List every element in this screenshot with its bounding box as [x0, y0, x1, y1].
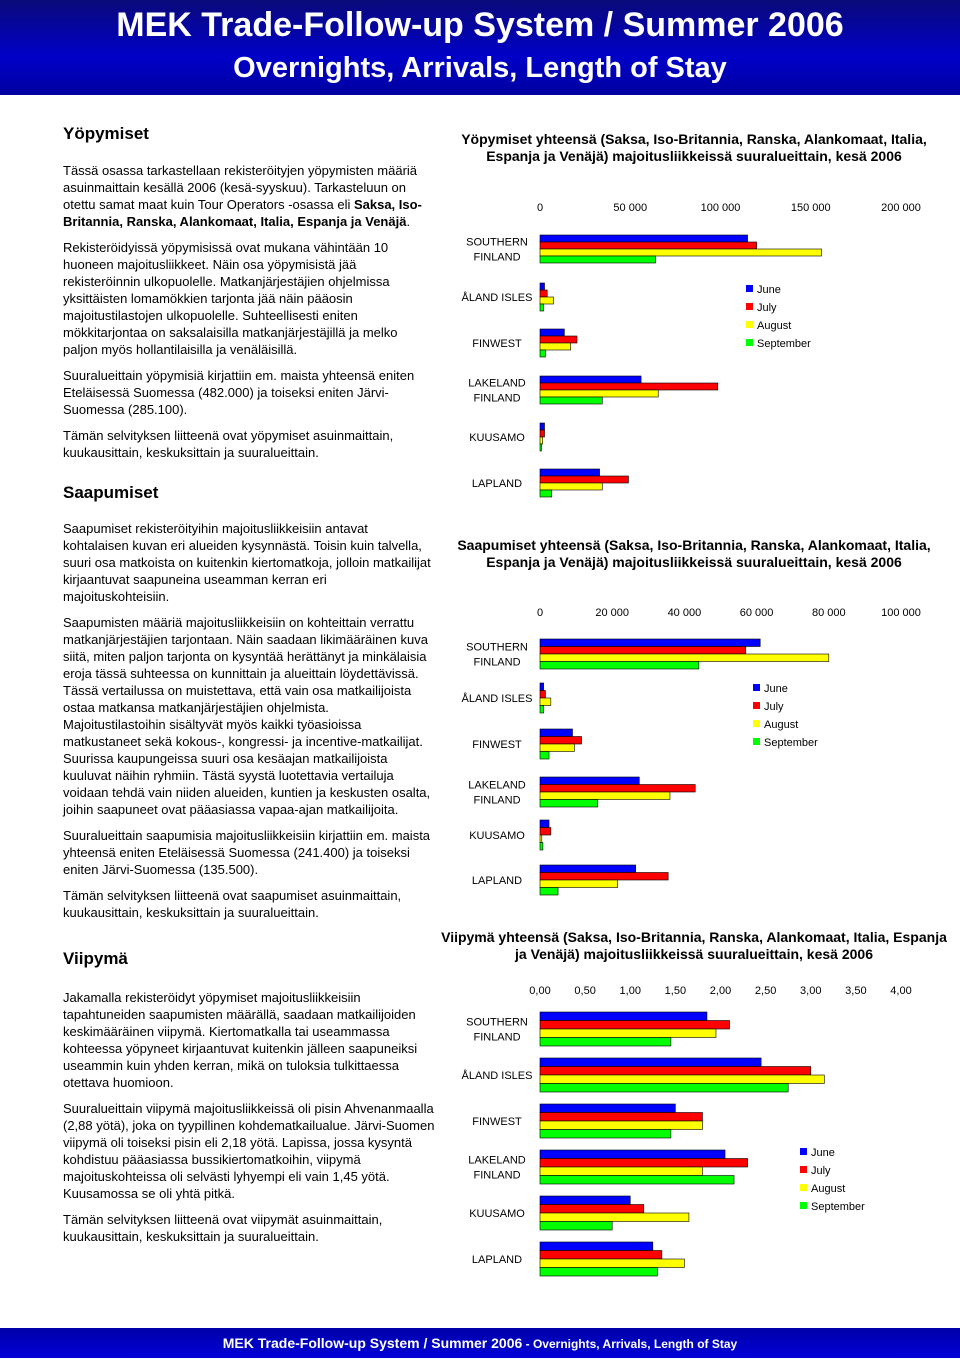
bar-september: [540, 662, 699, 670]
section-yopymiset: [63, 125, 435, 470]
paragraph: Suuralueittain viipymä majoitusliikkeissä oli pisin Ahvenanmaalla (2,88 yötä), joka on tyypillinen kohdematkailualue. Järvi-Suomen viipymä oli toiseksi pisin eli 2,18 yötä. Lapissa, jossa kysyntä kohdistuu pääasiassa bussikiertomatkoihin, viipymä majoituskohteissa oli selvästi lyhyempi eli vain 1,45 yötä. Kuusamossa se oli yhtä pitkä.: [63, 1101, 435, 1201]
footer-subtitle: - Overnights, Arrivals, Length of Stay: [522, 1337, 738, 1351]
chart-viipyma: [455, 978, 935, 1268]
bar-june: [540, 423, 545, 430]
legend-swatch: [746, 303, 753, 310]
bar-june: [540, 1150, 725, 1159]
bar-june: [540, 777, 639, 785]
paragraph: [63, 162, 435, 230]
paragraph: Saapumiset rekisteröityihin majoitusliikkeisiin antavat kohtalaisen kuvan eri alueiden kysynnästä. Toisin kuin talvella, suuri osa matkoista on kuitenkin kiertomatkoja, jolloin matkailijat kirjaantuvat saapuneina useamman kerran eri majoituskohteisiin.: [63, 521, 431, 604]
bar-august: [540, 744, 574, 752]
category-label: ÅLAND ISLES: [461, 292, 533, 304]
bar-june: [540, 283, 545, 290]
category-label: LAKELAND: [468, 1154, 526, 1167]
bar-june: [540, 1012, 707, 1021]
tick-label: 150 000: [790, 202, 831, 214]
legend-swatch: [746, 321, 753, 328]
bar-september: [540, 256, 656, 263]
tick-label: 40 000: [667, 607, 702, 619]
legend-label: September: [757, 338, 811, 350]
bar-july: [540, 785, 695, 793]
category-label: LAPLAND: [471, 875, 523, 887]
section-heading: Viipymä: [63, 949, 128, 968]
category-label: ÅLAND ISLES: [461, 1070, 533, 1082]
bar-august: [540, 1029, 716, 1038]
bar-august: [540, 1167, 702, 1176]
legend-swatch: [753, 720, 760, 727]
bar-august: [540, 1075, 824, 1084]
bar-august: [540, 1259, 684, 1268]
category-label: FINLAND: [473, 794, 521, 807]
tick-label: 2,00: [709, 985, 732, 997]
legend-swatch: [800, 1202, 807, 1209]
bar-july: [540, 1159, 748, 1168]
bar-september: [540, 706, 544, 714]
bar-september: [540, 350, 545, 357]
bar-july: [540, 737, 582, 745]
legend-label: July: [764, 701, 784, 713]
section-saapumiset: [63, 484, 435, 930]
section-heading: Saapumiset: [63, 483, 159, 502]
legend-label: August: [757, 320, 792, 332]
bar-june: [540, 1242, 653, 1251]
bar-august: [540, 880, 618, 888]
paragraph: Tämän selvityksen liitteenä ovat saapumiset asuinmaittain, kuukausittain, keskuksittain ja suuralueittain.: [63, 888, 402, 920]
tick-label: 20 000: [595, 607, 630, 619]
paragraph: Rekisteröidyissä yöpymisissä ovat mukana vähintään 10 huoneen majoitusliikkeet. Näin osa yöpymisistä jää rekisteröinnin ulkopuolelle. Matkanjärjestäjien ohjelmissa yksittäisten lomamökkien tarjonta jää näin pääosin majoitustilastojen ulkopuolelle. Suhteellisesti eniten mökkitarjontaa on saksalaisilla matkanjärjestäjillä ja melko paljon myös hollantilaisilla ja venäläisillä.: [63, 240, 398, 357]
bar-july: [540, 1067, 811, 1076]
category-label: KUUSAMO: [469, 1208, 525, 1220]
bar-july: [540, 647, 746, 655]
category-label: FINWEST: [472, 739, 522, 751]
bar-august: [540, 483, 602, 490]
category-label: FINWEST: [472, 338, 522, 350]
bar-june: [540, 820, 549, 828]
bar-july: [540, 290, 547, 297]
category-label: LAKELAND: [468, 377, 526, 390]
bar-august: [540, 835, 542, 843]
bar-june: [540, 1196, 630, 1205]
header-subtitle: Overnights, Arrivals, Length of Stay: [233, 52, 727, 84]
tick-label: 1,00: [619, 985, 641, 997]
bar-june: [540, 376, 641, 383]
bar-august: [540, 654, 829, 662]
bar-august: [540, 390, 658, 397]
bar-june: [540, 639, 760, 647]
bar-july: [540, 242, 757, 249]
footer-banner: [0, 1328, 960, 1358]
bar-july: [540, 476, 628, 483]
bar-july: [540, 383, 718, 390]
chart-title-saapumiset: Saapumiset yhteensä (Saksa, Iso-Britannia, Ranska, Alankomaat, Italia, Espanja ja Venäjä) majoitusliikkeissä suuralueittain, kesä 2006: [457, 537, 931, 570]
bar-june: [540, 235, 748, 242]
category-label: FINLAND: [473, 251, 521, 264]
tick-label: 2,50: [754, 985, 777, 997]
bar-july: [540, 828, 551, 836]
legend-label: June: [764, 683, 788, 695]
legend-label: June: [811, 1147, 835, 1159]
category-label: SOUTHERN: [466, 236, 528, 249]
bar-august: [540, 792, 670, 800]
chart-title-viipyma: Viipymä yhteensä (Saksa, Iso-Britannia, Ranska, Alankomaat, Italia, Espanja ja Venäjä) majoitusliikkeissä suuralueittain, kesä 2006: [441, 929, 947, 962]
category-label: FINLAND: [473, 1169, 521, 1182]
category-label: KUUSAMO: [469, 432, 525, 444]
bar-september: [540, 843, 543, 851]
bar-august: [540, 1213, 689, 1222]
bar-june: [540, 469, 600, 476]
category-label: KUUSAMO: [469, 830, 525, 842]
bar-august: [540, 343, 571, 350]
tick-label: 4,00: [890, 985, 912, 997]
bar-june: [540, 1104, 675, 1113]
category-label: LAKELAND: [468, 779, 526, 792]
category-label: LAPLAND: [471, 478, 523, 490]
legend-swatch: [746, 339, 753, 346]
legend-swatch: [753, 684, 760, 691]
footer-title: MEK Trade-Follow-up System / Summer 2006: [222, 1335, 523, 1351]
bar-july: [540, 430, 545, 437]
tick-label: 200 000: [881, 202, 921, 214]
legend-swatch: [753, 702, 760, 709]
legend-swatch: [753, 738, 760, 745]
bar-july: [540, 1113, 702, 1122]
category-label: FINLAND: [473, 1031, 521, 1044]
paragraph: Suuralueittain saapumisia majoitusliikkeisiin kirjattiin em. maista yhteensä eniten Eteläisessä Suomessa (241.400) ja toiseksi eniten Järvi-Suomessa (135.500).: [63, 828, 431, 877]
bar-august: [540, 437, 543, 444]
chart-saapumiset: [455, 600, 935, 900]
chart-title-yopymiset: Yöpymiset yhteensä (Saksa, Iso-Britannia, Ranska, Alankomaat, Italia, Espanja ja Venäjä) majoitusliikkeissä suuralueittain, kesä 2006: [461, 131, 927, 164]
bar-august: [540, 249, 822, 256]
legend-label: July: [757, 302, 777, 314]
bar-june: [540, 329, 564, 336]
bar-september: [540, 304, 544, 311]
tick-label: 3,00: [800, 985, 822, 997]
legend-label: August: [811, 1183, 846, 1195]
tick-label: 3,50: [845, 985, 867, 997]
legend-label: July: [811, 1165, 831, 1177]
bar-june: [540, 865, 636, 873]
bar-august: [540, 297, 554, 304]
bar-july: [540, 873, 668, 881]
paragraph: Jakamalla rekisteröidyt yöpymiset majoitusliikkeisiin tapahtuneiden saapumisten määrällä, saadaan matkailijoiden keskimääräinen viipymä. Kiertomatkalla tai useammassa kohteessa yöpyneet kirjaantuvat kuitenkin jälleen saapuneiksi useammin kuin yhden kerran, mikä on tuloksia tulkittaessa otettava huomioon.: [63, 990, 418, 1090]
section-heading: Yöpymiset: [63, 124, 149, 143]
tick-label: 60 000: [739, 607, 774, 619]
tick-label: 100 000: [881, 607, 921, 619]
bar-september: [540, 752, 549, 760]
tick-label: 0: [536, 202, 544, 214]
bar-july: [540, 691, 545, 699]
bar-july: [540, 1205, 644, 1214]
legend-label: August: [764, 719, 799, 731]
paragraph: Suuralueittain yöpymisiä kirjattiin em. maista yhteensä eniten Eteläisessä Suomessa (482.000) ja toiseksi eniten Järvi-Suomessa (285.100).: [63, 368, 415, 417]
bar-september: [540, 444, 541, 451]
bar-september: [540, 1038, 671, 1047]
header-title: MEK Trade-Follow-up System / Summer 2006: [116, 6, 844, 44]
text-run: Tässä osassa tarkastellaan rekisteröityjen yöpymisten määriä asuinmaittain kesällä 2006 (kesä-syyskuu). Tarkasteluun on otettu samat maat kuin Tour Operators -osassa eli: [63, 163, 418, 212]
category-label: FINLAND: [473, 656, 521, 669]
bar-july: [540, 1021, 730, 1030]
bar-september: [540, 1222, 612, 1231]
bar-september: [540, 490, 552, 497]
bar-august: [540, 698, 551, 706]
legend-swatch: [800, 1148, 807, 1155]
category-label: LAPLAND: [471, 1254, 523, 1266]
legend-label: September: [811, 1201, 865, 1213]
chart-yopymiset: [455, 195, 935, 515]
bar-june: [540, 683, 544, 691]
bar-september: [540, 1176, 734, 1185]
bar-june: [540, 729, 572, 737]
category-label: SOUTHERN: [466, 1016, 528, 1029]
tick-label: 0,00: [529, 985, 551, 997]
tick-label: 0,50: [574, 985, 596, 997]
tick-label: 80 000: [811, 607, 846, 619]
legend-swatch: [746, 285, 753, 292]
bar-september: [540, 888, 558, 896]
bar-september: [540, 397, 602, 404]
bar-august: [540, 1121, 702, 1130]
category-label: FINLAND: [473, 392, 521, 405]
legend-swatch: [800, 1166, 807, 1173]
category-label: FINWEST: [472, 1116, 522, 1128]
paragraph: Tämän selvityksen liitteenä ovat viipymät asuinmaittain, kuukausittain, keskuksittain ja suuralueittain.: [63, 1212, 383, 1244]
bar-september: [540, 1130, 671, 1139]
bar-september: [540, 1084, 788, 1093]
tick-label: 1,50: [664, 985, 687, 997]
paragraph: Tämän selvityksen liitteenä ovat yöpymiset asuinmaittain, kuukausittain, keskuksittain ja suuralueittain.: [63, 428, 394, 460]
tick-label: 100 000: [700, 202, 741, 214]
section-viipyma: [63, 950, 435, 1254]
bar-september: [540, 1268, 657, 1277]
text-bold-run: Saksa, Iso-Britannia, Ranska, Alankomaat, Italia, Espanja ja Venäjä: [63, 197, 422, 229]
legend-label: September: [764, 737, 818, 749]
tick-label: 0: [536, 607, 544, 619]
bar-september: [540, 800, 598, 808]
category-label: SOUTHERN: [466, 641, 528, 654]
legend-label: June: [757, 284, 781, 296]
legend-swatch: [800, 1184, 807, 1191]
tick-label: 50 000: [613, 202, 648, 214]
paragraph: Saapumisten määriä majoitusliikkeisiin on kohteittain verrattu matkanjärjestäjien tarjontaan. Näin saadaan likimääräinen kuva siitä, miten paljon tarjonta on kysyntää herättänyt ja minkälaisia eroja tässä suhteessa on kunnittain ja alueittain löydettävissä. Tässä vertailussa on muistettava, että vain osa matkailijoista ostaa matkansa matkanjärjestäjien ohjelmista. Majoitustilastoihin sisältyvät myös kaikki työasioissa matkustaneet sekä kokous-, kongressi- ja incentive-matkailijat. Suurissa kaupungeissa suuri osa kesäajan matkailijoista kuuluvat näihin ryhmiin. Tästä syystä luotettavia vertailuja voidaan tehdä vain niiden alueiden, kuntien ja keskusten osalta, joihin saapuneet ovat pääasiassa vapaa-ajan matkailijoita.: [63, 615, 431, 817]
bar-june: [540, 1058, 761, 1067]
bar-july: [540, 336, 577, 343]
category-label: ÅLAND ISLES: [461, 693, 533, 705]
header-banner: [0, 0, 960, 95]
bar-july: [540, 1251, 662, 1260]
text-run: .: [406, 214, 411, 229]
